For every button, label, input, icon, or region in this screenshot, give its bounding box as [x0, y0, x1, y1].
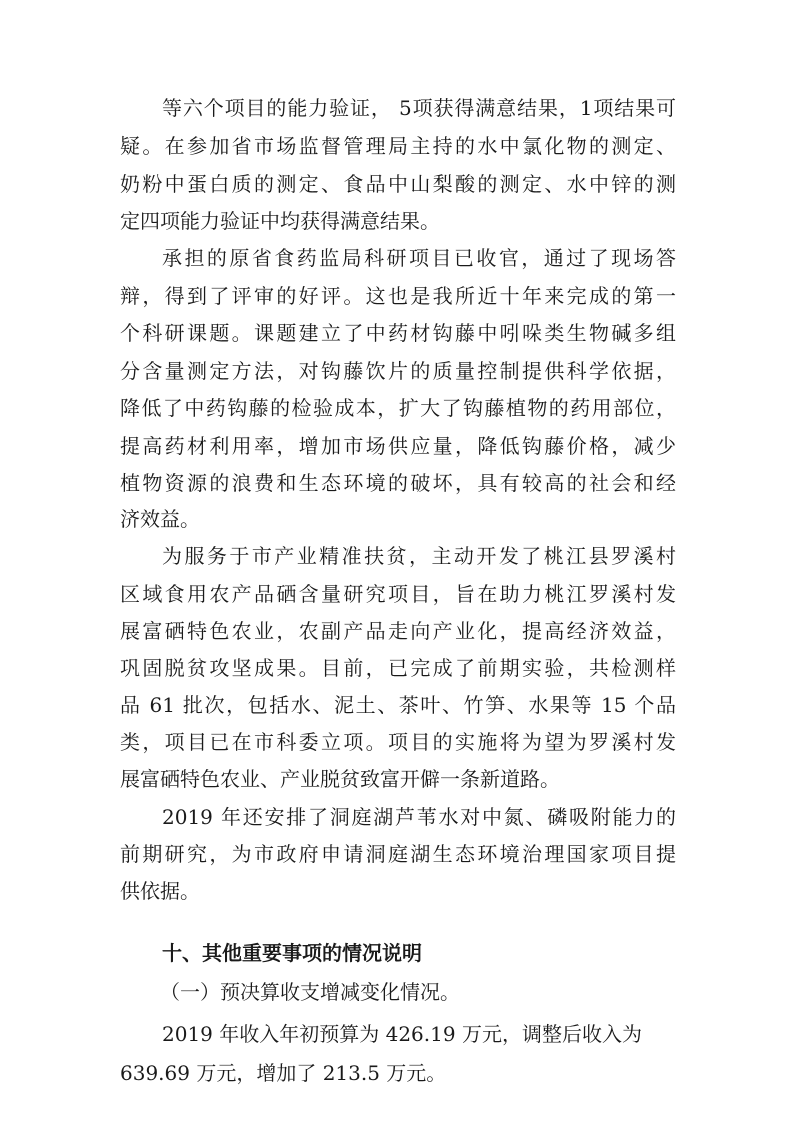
- paragraph-line: 提高药材利用率，增加市场供应量，降低钩藤价格，减少: [120, 434, 676, 458]
- paragraph-line: 奶粉中蛋白质的测定、食品中山梨酸的测定、水中锌的测: [120, 172, 676, 196]
- paragraph-line: 等六个项目的能力验证， 5项获得满意结果，1项结果可: [162, 96, 676, 120]
- paragraph-line: 个科研课题。课题建立了中药材钩藤中吲哚类生物碱多组: [120, 321, 676, 345]
- paragraph-line: 巩固脱贫攻坚成果。目前，已完成了前期实验，共检测样: [120, 656, 676, 680]
- subsection-heading: （一）预决算收支增减变化情况。: [160, 980, 460, 1004]
- paragraph-line: 辩，得到了评审的好评。这也是我所近十年来完成的第一: [120, 284, 676, 308]
- paragraph-line: 植物资源的浪费和生态环境的破坏，具有较高的社会和经: [120, 471, 676, 495]
- paragraph-line: 疑。在参加省市场监督管理局主持的水中氯化物的测定、: [120, 134, 676, 158]
- paragraph-line: 区域食用农产品硒含量研究项目，旨在助力桃江罗溪村发: [120, 582, 676, 606]
- paragraph-line: 分含量测定方法，对钩藤饮片的质量控制提供科学依据，: [120, 359, 676, 383]
- paragraph-line: 承担的原省食药监局科研项目已收官，通过了现场答: [162, 246, 676, 270]
- paragraph-line: 定四项能力验证中均获得满意结果。: [120, 209, 440, 233]
- paragraph-line: 前期研究，为市政府申请洞庭湖生态环境治理国家项目提: [120, 842, 676, 866]
- paragraph-line: 类，项目已在市科委立项。项目的实施将为望为罗溪村发: [120, 730, 676, 754]
- paragraph-line: 2019 年还安排了洞庭湖芦苇水对中氮、磷吸附能力的: [162, 805, 676, 829]
- paragraph-line: 展富硒特色农业，农副产品走向产业化，提高经济效益，: [120, 619, 676, 643]
- budget-line: 2019 年收入年初预算为 426.19 万元，调整后收入为: [162, 1022, 642, 1046]
- paragraph-line: 为服务于市产业精准扶贫，主动开发了桃江县罗溪村: [162, 544, 676, 568]
- paragraph-line: 降低了中药钩藤的检验成本，扩大了钩藤植物的药用部位，: [120, 396, 676, 420]
- section-heading: 十、其他重要事项的情况说明: [162, 941, 422, 965]
- paragraph-line: 济效益。: [120, 507, 200, 531]
- paragraph-line: 展富硒特色农业、产业脱贫致富开僻一条新道路。: [120, 767, 560, 791]
- budget-line: 639.69 万元，增加了 213.5 万元。: [120, 1061, 447, 1085]
- paragraph-line: 品 61 批次，包括水、泥土、茶叶、竹笋、水果等 15 个品: [120, 693, 676, 717]
- paragraph-line: 供依据。: [120, 879, 200, 903]
